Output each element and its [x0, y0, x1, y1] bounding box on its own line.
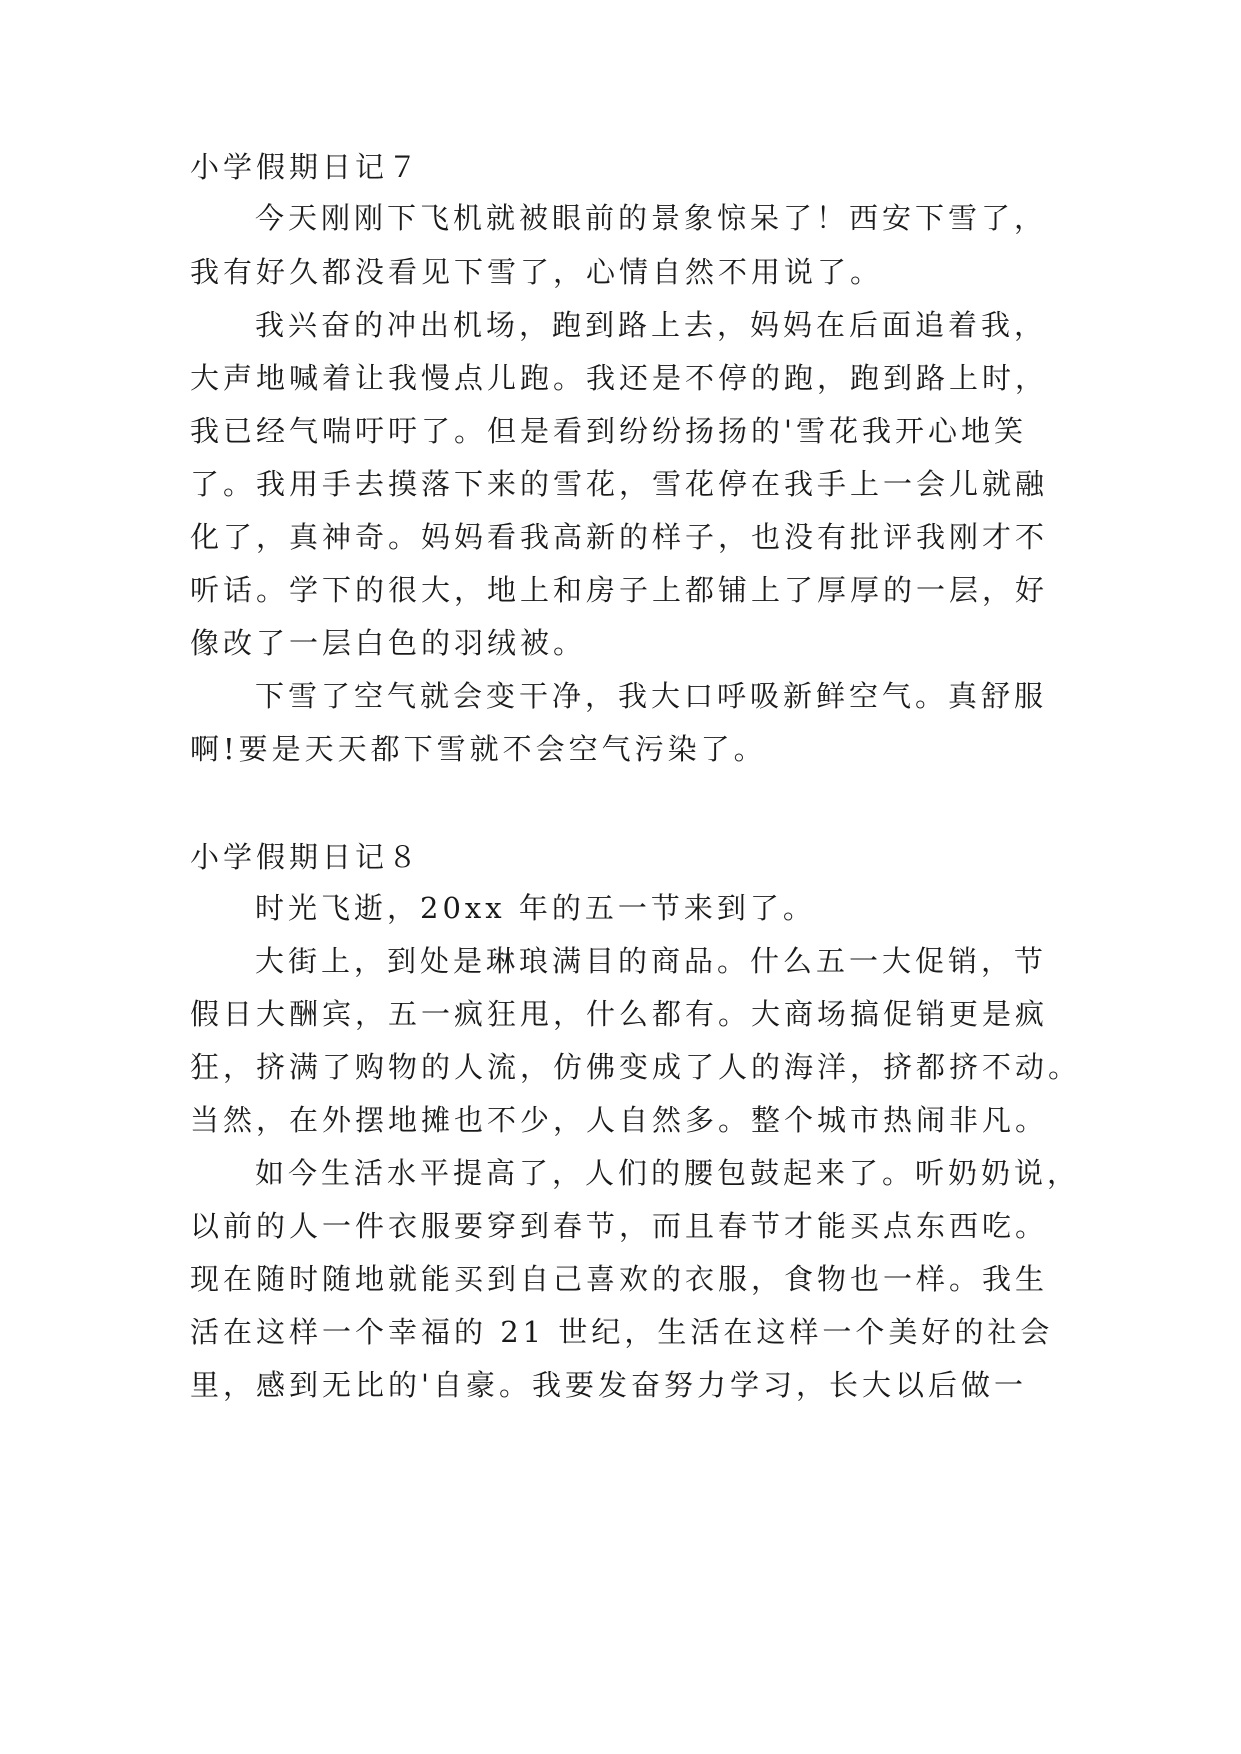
paragraph-line: 活在这样一个幸福的 21 世纪，生活在这样一个美好的社会	[190, 1315, 1054, 1349]
paragraph-line: 我兴奋的冲出机场，跑到路上去，妈妈在后面追着我，	[255, 308, 1048, 342]
paragraph-line: 了。我用手去摸落下来的雪花，雪花停在我手上一会儿就融	[190, 467, 1049, 501]
paragraph-line: 里，感到无比的'自豪。我要发奋努力学习，长大以后做一	[190, 1368, 1027, 1402]
paragraph-line: 当然，在外摆地摊也不少，人自然多。整个城市热闹非凡。	[190, 1103, 1049, 1137]
paragraph-line: 如今生活水平提高了，人们的腰包鼓起来了。听奶奶说，	[255, 1156, 1081, 1190]
paragraph-line: 下雪了空气就会变干净，我大口呼吸新鲜空气。真舒服	[255, 679, 1048, 713]
paragraph-line: 现在随时随地就能买到自己喜欢的衣服，食物也一样。我生	[190, 1262, 1049, 1296]
paragraph-line: 我有好久都没看见下雪了，心情自然不用说了。	[190, 255, 884, 289]
diary-title-7: 小学假期日记７	[190, 150, 422, 184]
paragraph-line: 时光飞逝，20xx 年的五一节来到了。	[255, 891, 816, 925]
paragraph-line: 啊!要是天天都下雪就不会空气污染了。	[190, 732, 767, 766]
paragraph-line: 化了，真神奇。妈妈看我高新的样子，也没有批评我刚才不	[190, 520, 1049, 554]
paragraph-line: 今天刚刚下飞机就被眼前的景象惊呆了！西安下雪了，	[255, 201, 1048, 235]
paragraph-line: 像改了一层白色的羽绒被。	[190, 626, 587, 660]
paragraph-line: 听话。学下的很大，地上和房子上都铺上了厚厚的一层，好	[190, 573, 1049, 607]
paragraph-line: 假日大酬宾，五一疯狂甩，什么都有。大商场搞促销更是疯	[190, 997, 1049, 1031]
diary-title-8: 小学假期日记８	[190, 840, 422, 874]
paragraph-line: 狂，挤满了购物的人流，仿佛变成了人的海洋，挤都挤不动。	[190, 1050, 1082, 1084]
paragraph-line: 以前的人一件衣服要穿到春节，而且春节才能买点东西吃。	[190, 1209, 1049, 1243]
paragraph-line: 我已经气喘吁吁了。但是看到纷纷扬扬的'雪花我开心地笑	[190, 414, 1027, 448]
paragraph-line: 大街上，到处是琳琅满目的商品。什么五一大促销，节	[255, 944, 1048, 978]
paragraph-line: 大声地喊着让我慢点儿跑。我还是不停的跑，跑到路上时，	[190, 361, 1049, 395]
